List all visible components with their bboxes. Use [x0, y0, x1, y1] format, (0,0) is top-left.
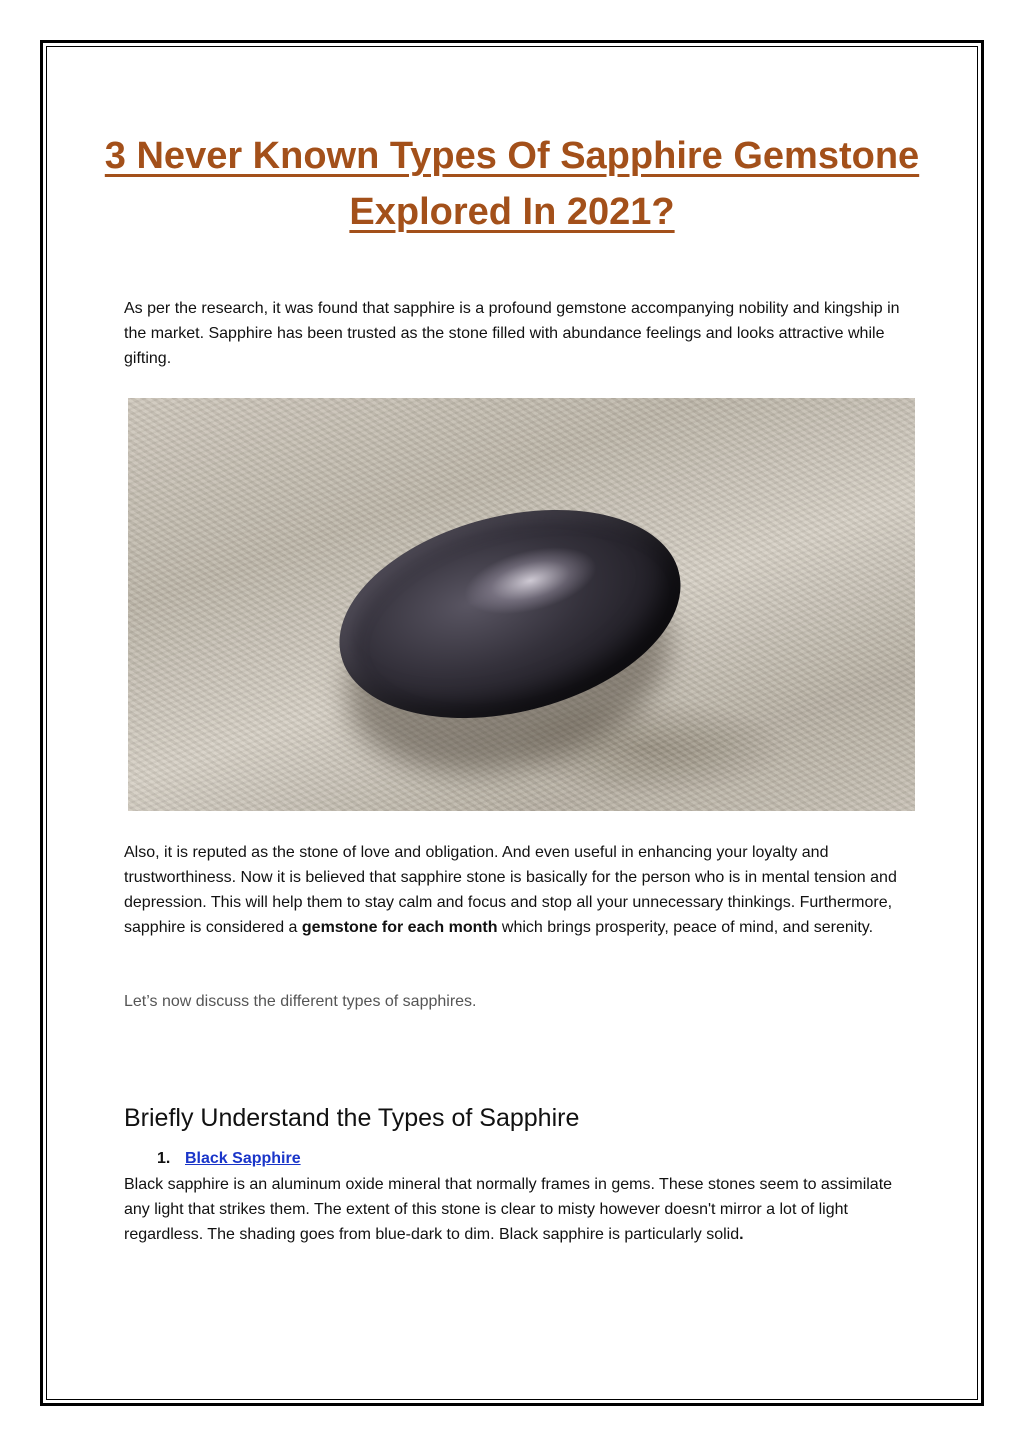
document-title: 3 Never Known Types Of Sapphire Gemstone Explored In 2021?	[104, 135, 920, 233]
section-heading: Briefly Understand the Types of Sapphire	[124, 1104, 580, 1132]
body-paragraph-love	[124, 840, 904, 940]
paragraph-bold-phrase: gemstone for each month	[301, 919, 498, 936]
sapphire-photo	[128, 398, 915, 811]
description-end-mark: .	[739, 1226, 744, 1243]
discuss-line: Let’s now discuss the different types of sapphires.	[124, 993, 477, 1010]
paragraph-text-end: which brings prosperity, peace of mind, and serenity.	[497, 919, 874, 936]
paragraph-text-start: Also, it is reputed as the stone of love and obligation. And even useful in enhancing your loyalty and trustworthiness. Now it is believed that sapphire stone is basically for the person who is in mental tension and depression. This will help them to stay calm and focus and stop all your unnecessary thinkings. Furthermore, sapphire is considered a	[124, 844, 897, 936]
black-sapphire-description	[124, 1172, 904, 1247]
black-sapphire-link[interactable]: Black Sapphire	[185, 1150, 301, 1167]
list-item-black-sapphire	[157, 1148, 301, 1170]
intro-paragraph: As per the research, it was found that sapphire is a profound gemstone accompanying nobility and kingship in the market. Sapphire has been trusted as the stone filled with abundance feelings and looks attractive while gifting.	[124, 300, 900, 367]
description-text: Black sapphire is an aluminum oxide mineral that normally frames in gems. These stones seem to assimilate any light that strikes them. The extent of this stone is clear to misty however doesn't mirror a lot of light regardless. The shading goes from blue-dark to dim. Black sapphire is particularly solid	[124, 1176, 893, 1243]
list-number: 1.	[157, 1150, 171, 1167]
